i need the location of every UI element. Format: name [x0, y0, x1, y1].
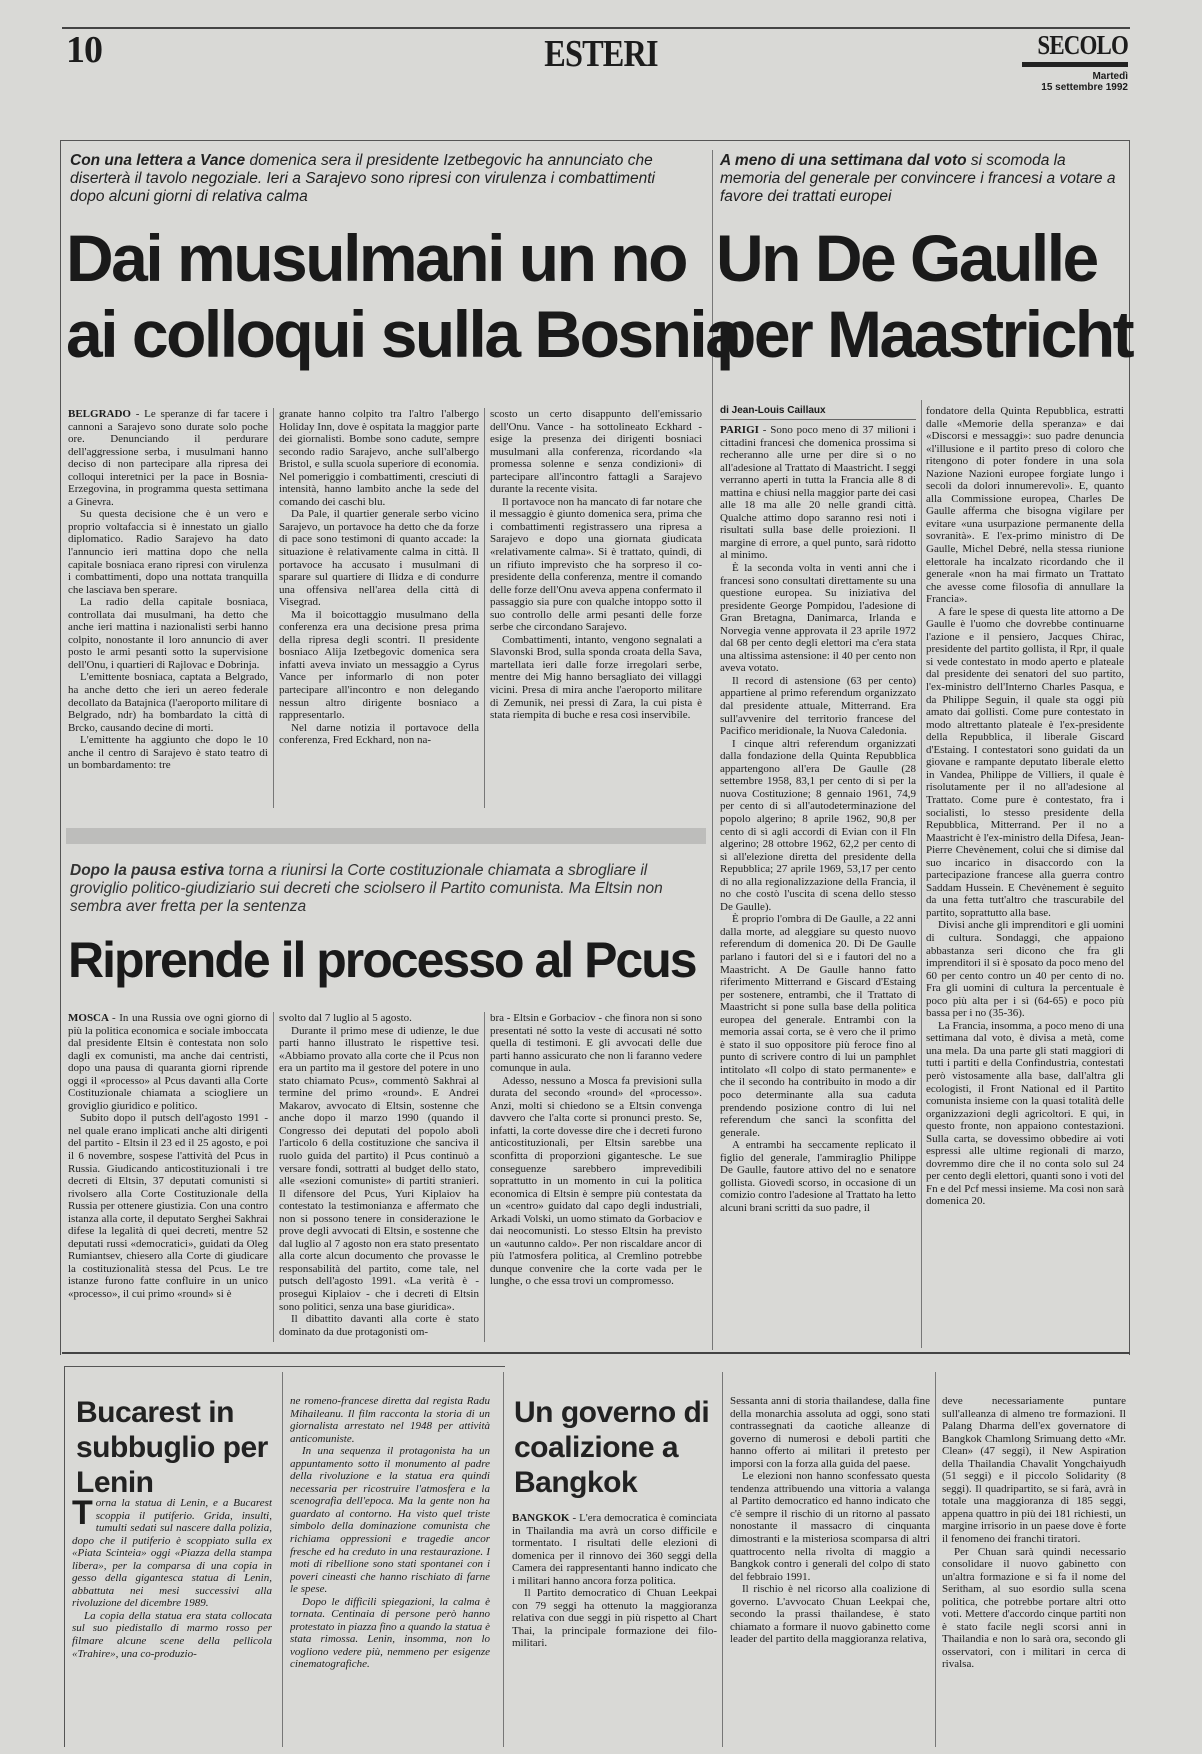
- section-title: ESTERI: [544, 33, 658, 75]
- paragraph: Per Chuan sarà quindi necessario consolidare il nuovo gabinetto con un'altra formazione e si fa il nome del Seritham, al suo esordio sulla scena politica, che potrebbe portare altri otto voti. Mettere d'accordo cinque partiti non è stato facile negli scorsi anni in Thailandia e non lo sarà ora, secondo gli osservatori, con i militari in cerca di rivalsa.: [942, 1545, 1126, 1671]
- paragraph: Il dibattito davanti alla corte è stato dominato da due protagonisti om-: [279, 1313, 479, 1338]
- masthead-logo: SECOLO: [1037, 30, 1128, 60]
- column-divider: [484, 408, 485, 808]
- gray-band: [66, 828, 706, 844]
- bosnia-col-2: [279, 408, 479, 813]
- paragraph: L'emittente bosniaca, captata a Belgrado, ha anche detto che ieri un aereo federale decollato da Batajnica (l'aeroporto militare di Belgrado, ndr) ha bombardato la città di Brcko, causando decine di morti.: [68, 671, 268, 734]
- masthead-bar: [1022, 62, 1128, 67]
- issue-date: 15 settembre 1992: [1041, 82, 1128, 93]
- page-number: 10: [66, 29, 102, 71]
- degaulle-deck: [720, 152, 1120, 206]
- column-divider: [935, 1372, 936, 1747]
- paragraph: Il Partito democratico di Chuan Leekpai con 79 seggi ha ottenuto la maggioranza relativa con due seggi in più rispetto al Chart Thai, la principale formazione dei filo-militari.: [512, 1587, 717, 1650]
- paragraph: Dopo le difficili spiegazioni, la calma è tornata. Centinaia di persone però hanno protestato in piazza fino a quando la statua è stata rimossa. Lenin, insomma, non lo vogliono vedere più, nemmeno per esigenze cinematografiche.: [290, 1595, 490, 1671]
- paragraph: Il rischio è nel ricorso alla coalizione di governo. L'avvocato Chuan Leekpai che, secondo la prassi thailandese, è stato chiamato a formare il nuovo gabinetto come leader del partito della maggioranza relativa,: [730, 1583, 930, 1646]
- paragraph: A fare le spese di questa lite attorno a De Gaulle è l'uomo che dovrebbe continuarne l'azione e il pensiero, Jacques Chirac, presidente del partito gollista, il Rpr, il quale si vede contestato in modo aperto e plateale dal presidente dei senatori del suo partito, l'ex-ministro dell'Interno Charles Pasqua, e da Philippe Seguin, il quale sta oggi più amato dai gollisti. Come pure contestato in modo altrettanto plateale è l'ex-presidente della Repubblica, il liberale Giscard d'Estaing. I contestatori sono guidati da un giovane e rampante deputato liberale eletto in Vandea, Philippe de Villiers, il quale è risolutamente per il no all'adesione al Trattato. Come pure è contestato, fra i socialisti, lo stesso presidente della Repubblica, Mitterrand. Per il no a Maastricht è l'ex-ministro della Difesa, Jean-Pierre Chevènement, colui che si dimise dal suo incarico in disaccordo con la partecipazione francese alla guerra contro Saddam Hussein. E Chevènement è seguito da una fetta tutt'altro che trascurabile del partito, soprattutto alla base.: [926, 605, 1124, 919]
- bangkok-col-2: [730, 1395, 930, 1745]
- bosnia-headline-2: ai colloqui sulla Bosnia: [66, 297, 740, 371]
- bosnia-deck: [70, 152, 690, 206]
- paragraph: Adesso, nessuno a Mosca fa previsioni sulla durata del secondo «round» del «processo». Anzi, molti si chiedono se a Eltsin convenga davvero che l'alta corte si pronunci presto. Se, infatti, la corte dovesse dire che i decreti furono anticostituzionali, per Eltsin sarebbe una sconfitta di proporzioni gigantesche. Le sue conseguenze sarebbero imprevedibili soprattutto in un momento in cui la politica economica di Eltsin è sempre più contestata da un «centro» guidato dal capo degli industriali, Arkadi Volski, un uomo stimato da Gorbaciov e dai neocomunisti. Lo stesso Eltsin ha previsto un «autunno caldo». Per non riscaldare ancor di più l'atmosfera politica, al Cremlino potrebbe dunque convenire che la corte vada per le lunghe, o che essa trovi un compromesso.: [490, 1074, 702, 1288]
- pcus-col-3: [490, 1012, 702, 1347]
- paragraph: Le elezioni non hanno sconfessato questa tendenza attribuendo una vittoria a valanga al Partito democratico ed hanno indicato che c'è sempre il rischio di un ritorno al passato nonostante il massacro di cinquanta dimostranti e la misteriosa scomparsa di altri quattrocento nella rivolta di maggio a Bangkok contro i generali del colpo di stato del febbraio 1991.: [730, 1470, 930, 1583]
- paragraph: svolto dal 7 luglio al 5 agosto.: [279, 1012, 412, 1024]
- paragraph: MOSCA - In una Russia ove ogni giorno di più la politica economica e sociale imboccata dal presidente Eltsin è contestata non solo dagli ex comunisti, ma anche dai centristi, dopo una pausa di quaranta giorni riprende oggi il «processo» al Pcus davanti alla Corte Costituzionale chiamata a sciogliere un groviglio giuridico e politico.: [68, 1012, 268, 1112]
- column-divider: [484, 1012, 485, 1342]
- bucarest-col-2: [290, 1395, 490, 1745]
- paragraph: Sessanta anni di storia thailandese, dalla fine della monarchia assoluta ad oggi, sono stati contrassegnati da caotiche alleanze di governo di numerosi e deboli partiti che hanno offerto ai militari il pretesto per imporsi con la forza alla guida del paese.: [730, 1395, 930, 1470]
- paragraph: È la seconda volta in venti anni che i francesi sono consultati direttamente su una questione europea. Su iniziativa del presidente George Pompidou, l'adesione di Gran Bretagna, Danimarca, Irlanda e Norvegia venne approvata il 23 aprile 1972 dal 68 per cento degli elettori ma c'era stata una altissima astensione: il 40 per cento non aveva votato.: [720, 562, 916, 675]
- paragraph: È proprio l'ombra di De Gaulle, a 22 anni dalla morte, ad aleggiare su questo nuovo referendum di domenica 20. Di De Gaulle parlano i fautori del sì e i fautori del no a Maastricht. A De Gaulle hanno fatto riferimento Mitterrand e Giscard d'Estaing per sostenere, entrambi, che il Trattato di Maastricht si pone sulla base della politica europea del generale. Entrambi con la memoria assai corta, se è vero che il primo è stato il suo oppositore più feroce fino al punto di scrivere contro di lui un pamphlet intitolato «Il colpo di stato permanente» e che il secondo ha contribuito in modo a dir poco determinante alla sua caduta prendendo posizione contro di lui nel referendum che sancì la sconfitta del generale.: [720, 913, 916, 1139]
- paragraph: scosto un certo disappunto dell'emissario dell'Onu. Vance - ha sottolineato Eckhard - esige la presenza dei dirigenti bosniaci musulmani alla conferenza, ricordando «la promessa solenne e senza condizioni» di partecipare all'incontro fattagli a Sarajevo durante la recente visita.: [490, 408, 702, 496]
- bosnia-col-3: [490, 408, 702, 813]
- bangkok-headline: Un governo di coalizione a Bangkok: [514, 1396, 710, 1499]
- byline: di Jean-Louis Caillaux: [720, 405, 916, 420]
- column-divider: [282, 1372, 283, 1747]
- paragraph: La radio della capitale bosniaca, controllata dai musulmani, ha detto che anche ieri mattina i nazionalisti serbi hanno colpito, nonostante il loro annuncio di aver posto le armi pesanti sotto la supervisione dell'Onu, i quartieri di Rajlovac e Dobrinja.: [68, 596, 268, 671]
- paragraph: Il record di astensione (63 per cento) appartiene al primo referendum organizzato dal presidente attuale, Mitterrand. Era sull'avvenire del territorio francese del Pacifico meridionale, la Nuova Caledonia.: [720, 674, 916, 738]
- paragraph: Divisi anche gli imprenditori e gli uomini di cultura. Sondaggi, che appaiono abbastanza seri dicono che fra gli imprenditori il sì è sposato da poco meno del 60 per cento contro un 40 per cento di no. Fra gli uomini di cultura la percentuale è poco più alta per i sì (64-65) e poco più bassa per i no (35-36).: [926, 919, 1124, 1020]
- paragraph: La copia della statua era stata collocata sul suo piedistallo di marmo rosso per filmare alcune scene della pellicola «Trahire», una co-produzio-: [72, 1609, 272, 1660]
- paragraph: Ma il boicottaggio musulmano della conferenza era una decisione presa prima della ripresa degli scontri. Il presidente bosniaco Alija Izetbegovic domenica sera infatti aveva inviato un messaggio a Cyrus Vance per informarlo di non poter partecipare all'incontro e non delegando nessun altro dirigente bosniaco a rappresentarlo.: [279, 608, 479, 722]
- paragraph: PARIGI - Sono poco meno di 37 milioni i cittadini francesi che domenica prossima si recheranno alle urne per dire sì o no all'adesione al Trattato di Maastricht. I seggi verranno aperti in tutta la Francia alle 8 di mattina e chiusi nella maggior parte dei casi alle 18 ma alle 20 nelle grandi città. Qualche attimo dopo saranno resi noti i risultati sulla base delle proiezioni. Il margine di errore, a quel punto, sarà ridotto al minimo.: [720, 424, 916, 562]
- paragraph: BELGRADO - Le speranze di far tacere i cannoni a Sarajevo sono durate solo poche ore. Denunciando il perdurare dell'aggressione serba, i musulmani hanno deciso di non partecipare alla ripresa dei colloqui interetnici per la pace in Bosnia-Erzegovina, in programma questa settimana a Ginevra.: [68, 408, 268, 508]
- paragraph: L'emittente ha aggiunto che dopo le 10 anche il centro di Sarajevo è stato teatro di un bombardamento: tre: [68, 734, 268, 772]
- deck-lead: Dopo la pausa estiva: [70, 862, 225, 879]
- masthead: [1010, 30, 1128, 93]
- drop-cap: T: [72, 1497, 93, 1532]
- paragraph: BANGKOK - L'era democratica è cominciata in Thailandia ma avrà un corso difficile e tormentato. I risultati delle elezioni di domenica per il rinnovo dei 360 seggi della Camera dei rappresentanti hanno indicato che i militari hanno ancora forza politica.: [512, 1512, 717, 1587]
- deck-text: domenica sera il presidente Izetbegovic ha annunciato che diserterà il tavolo negoziale. Ieri a Sarajevo sono ripresi con virulenza i combattimenti dopo alcuni giorni di relativa calma: [70, 152, 655, 205]
- pcus-col-2: [279, 1012, 479, 1347]
- paragraph: Torna la statua di Lenin, e a Bucarest scoppia il putiferio. Grida, insulti, tumulti sedati sul nascere dalla polizia, dopo che il putiferio è scoppiato sulla ex «Piata Scinteia» oggi «Piazza della stampa libera», per la comparsa di una copia in gesso della gigantesca statua di Lenin, abbattuta nei mesi successivi alla rivoluzione del dicembre 1989.: [72, 1497, 272, 1610]
- paragraph: ne romeno-francese diretta dal regista Radu Mihaileanu. Il film racconta la storia di un giornalista arrestato nel 1948 per attività anticomuniste.: [290, 1395, 490, 1445]
- bucarest-headline: Bucarest in subbuglio per Lenin: [76, 1396, 268, 1499]
- dateline: PARIGI: [720, 424, 763, 436]
- bangkok-col-3: [942, 1395, 1126, 1745]
- bucarest-col-1: [72, 1497, 272, 1742]
- paragraph: Nel darne notizia il portavoce della conferenza, Fred Eckhard, non na-: [279, 721, 479, 747]
- paragraph: La Francia, insomma, a poco meno di una settimana dal voto, è divisa a metà, come una mela. Da una parte gli stati maggiori di tutti i partiti e della Confindustria, contestati però vistosamente alla base, dall'altra gli ecologisti, il Front National ed il Partito comunista insieme con la quasi totalità delle organizzazioni degli agricoltori. E qui, in questo fronte, non appaiono contestazioni. Sulla carta, se dovessimo obbedire ai voti espressi alle ultime regionali di marzo, dovremmo dire che il no conta solo sul 24 per cento degli elettori, quanti sono i voti del Fn e del Pcf messi insieme. Ma così non sarà domenica 20.: [926, 1019, 1124, 1208]
- degaulle-col-2: [926, 405, 1124, 1347]
- bangkok-col-1: [512, 1512, 717, 1742]
- paragraph: bra - Eltsin e Gorbaciov - che finora non si sono presentati né sotto la veste di accusati né sotto quella di testimoni. E gli avvocati delle due parti hanno assicurato che non li faranno vedere comunque in aula.: [490, 1012, 702, 1075]
- paragraph: Subito dopo il putsch dell'agosto 1991 - nel quale erano implicati anche alti dirigenti del partito - Eltsin il 23 ed il 25 agosto, e poi il 6 novembre, sospese l'attività del Pcus in Russia. Giudicando anticostituzionali i tre decreti di Eltsin, 37 deputati comunisti si rivolsero alla Corte Costituzionale della Russia per ottenere giustizia. Con una contro istanza alla corte, il deputato Serghei Sakhrai difese la legalità di quei decreti, mentre 52 deputati russi «democratici», guidati da Oleg Rumiantsev, chiesero alla Corte di giudicare la costituzionalità stessa del Pcus. Le tre istanze furono fatte confluire in un unico «processo», il cui primo «round» si è: [68, 1112, 268, 1301]
- deck-lead: Con una lettera a Vance: [70, 152, 246, 169]
- dateline: BELGRADO: [68, 408, 136, 420]
- pcus-headline: Riprende il processo al Pcus: [68, 932, 696, 988]
- pcus-col-1: [68, 1012, 268, 1347]
- column-divider: [722, 1372, 723, 1747]
- paragraph: I cinque altri referendum organizzati dalla fondazione della Quinta Repubblica appartengono all'era De Gaulle (28 settembre 1958, 83,1 per cento di sì per la nuova Costituzione; 8 gennaio 1961, 74,9 per cento di sì all'autodeterminazione del popolo algerino; 8 aprile 1962, 90,8 per cento di sì agli accordi di Evian con il Fln algerino; 28 ottobre 1962, 62,2 per cento di sì all'elezione diretta del presidente della Repubblica; 27 aprile 1969, 53,17 per cento di no alla regionalizzazione della Francia, il no che costò l'uscita di scena dello stesso De Gaulle).: [720, 737, 916, 913]
- paragraph: A entrambi ha seccamente replicato il figlio del generale, l'ammiraglio Philippe De Gaulle, fautore attivo del no e senatore gollista. Giovedì scorso, in occasione di un comizio contro l'adesione al Trattato ha letto alcuni brani scritti da suo padre, il: [720, 1139, 916, 1214]
- dateline: BANGKOK: [512, 1512, 573, 1524]
- paragraph: fondatore della Quinta Repubblica, estratti dalle «Memorie della speranza» e dai «Discorsi e messaggi»: suo padre denuncia «l'illusione e il partito preso di coloro che ritengono di poter fondere in una sola Nazione Nazioni europee forgiate lungo i secoli da dolori innumerevoli». E, quanto alla Commissione europea, Charles De Gaulle afferma che bisogna vigilare per evitare «una usurpazione permanente della sovranità». E l'ex-primo ministro di De Gaulle, Michel Debré, nella stessa riunione elettorale ha incalzato ricordando che il generale «non ha mai firmato un Trattato che avesse come filosofia di annullare la Francia».: [926, 405, 1124, 606]
- section-rule: [62, 1352, 1130, 1354]
- column-divider: [273, 408, 274, 808]
- column-divider: [273, 1012, 274, 1342]
- paragraph: Il portavoce non ha mancato di far notare che il messaggio è giunto domenica sera, prima che i combattimenti registrassero una ripresa a Sarajevo e dopo una giornata giudicata «relativamente calma». Si è trattato, quindi, di un rifiuto imprevisto che ha sorpreso il co-presidente della conferenza, mentre il comando delle forze dell'Onu aveva appena confermato il passaggio sia pure con qualche intoppo sotto il suo controllo delle armi pesanti delle forze serbe che circondano Sarajevo.: [490, 495, 702, 634]
- weekday: Martedì: [1092, 71, 1128, 82]
- paragraph: Da Pale, il quartier generale serbo vicino Sarajevo, un portavoce ha detto che da forze di pace sono testimoni di quanto accade: la situazione è relativamente calma in città. Il portavoce ha accusato i musulmani di sparare sul quartiere di Ilidza e di condurre una offensiva nell'area della città di Visegrad.: [279, 508, 479, 609]
- paragraph: deve necessariamente puntare sull'alleanza di almeno tre formazioni. Il Palang Dharma dell'ex governatore di Bangkok Chamlong Srimuang detto «Mr. Clean» (47 seggi), il New Aspiration della Thailandia Chavalit Yongchaiyudh (51 seggi) e il piccolo Solidarity (8 seggi). Il quadripartito, se si farà, avrà in totale una maggioranza di 185 seggi, appena quattro in più dei 181 richiesti, un margine irrisorio in un paese dove è forte il fenomeno dei franchi tiratori.: [942, 1395, 1126, 1546]
- column-divider: [503, 1372, 504, 1747]
- bosnia-headline-1: Dai musulmani un no: [66, 221, 686, 295]
- deck-lead: A meno di una settimana dal voto: [720, 152, 967, 169]
- degaulle-headline-1: Un De Gaulle: [716, 221, 1097, 295]
- column-divider: [921, 400, 922, 1348]
- bosnia-col-1: [68, 408, 268, 813]
- header-rule: [62, 27, 1130, 29]
- pcus-deck: [70, 862, 690, 916]
- paragraph: In una sequenza il protagonista ha un appuntamento sotto il monumento al padre della rivoluzione e la statua era quindi necessaria per ricostruire l'atmosfera e la scenografia dell'epoca. Ma la gente non ha guardato al contorno. Ha visto quel triste simbolo della dominazione comunista che richiama oppressioni e tragedie ancor fresche ed ha creduto in una restaurazione. I moti di ribellione sono stati spontanei con i poveri cineasti che hanno rischiato di farne le spese.: [290, 1445, 490, 1596]
- paragraph: granate hanno colpito tra l'altro l'albergo Holiday Inn, dove è ospitata la maggior parte dei giornalisti. Bombe sono cadute, sempre secondo radio Sarajevo, anche sull'albergo Bristol, e sulla scuola superiore di economia. Nel pomeriggio i combattimenti, cresciuti di intensità, hanno lambito anche la sede del comando dei caschi blu.: [279, 408, 479, 508]
- deck-text: torna a riunirsi la Corte costituzionale chiamata a sbrogliare il groviglio politico-giudiziario sui decreti che sciolsero il Partito comunista. Ma Eltsin non sembra aver fretta per la sentenza: [70, 862, 663, 915]
- paragraph: Durante il primo mese di udienze, le due parti hanno illustrato le rispettive tesi. «Abbiamo provato alla corte che il Pcus non era un partito ma il gestore del potere in uno stato chiamato Pcus», commentò Sakhrai al termine del primo «round». E Andrei Makarov, avvocato di Eltsin, sostenne che anche dopo il marzo 1990 (quando il Congresso dei deputati del popolo abolì l'articolo 6 della costituzione che sanciva il ruolo guida del partito) il Pcus continuò a versare fondi, sottratti al budget dello stato, alle «sezioni comuniste» di partiti stranieri. Il difensore del Pcus, Yuri Kiplaiov ha contestato la testimonianza e affermato che non si possono tenere in considerazione le prove degli avvocati di Eltsin, e sostenne che dal luglio al 7 agosto non era stato presentato alla corte alcun documento che provasse le responsabilità del partito, come tale, nel putsch dell'agosto 1991. «La verità è - proseguì Kiplaiov - che i decreti di Eltsin sono politici, senza una base giuridica».: [279, 1024, 479, 1313]
- degaulle-col-1: [720, 405, 916, 1347]
- degaulle-headline-2: per Maastricht: [716, 297, 1133, 371]
- paragraph: Su questa decisione che è un vero e proprio voltafaccia si è innestato un giallo diplomatico. Radio Sarajevo ha dato l'annuncio ieri mattina dopo che nella capitale bosniaca erano ripresi con virulenza i combattimenti, dopo una nottata tranquilla che lasciava ben sperare.: [68, 508, 268, 596]
- paragraph: Combattimenti, intanto, vengono segnalati a Slavonski Brod, sulla sponda croata della Sava, martellata ieri dalle forze irregolari serbe, mentre dei Mig hanno bersagliato dei villaggi vicini. Presa di mira anche l'aeroporto militare di Zemunik, nei pressi di Zara, la cui pista è stata riempita di buche e resa così inservibile.: [490, 633, 702, 722]
- deck-text: si scomoda la memoria del generale per convincere i francesi a votare a favore dei trattati europei: [720, 152, 1116, 205]
- dateline: MOSCA: [68, 1012, 112, 1024]
